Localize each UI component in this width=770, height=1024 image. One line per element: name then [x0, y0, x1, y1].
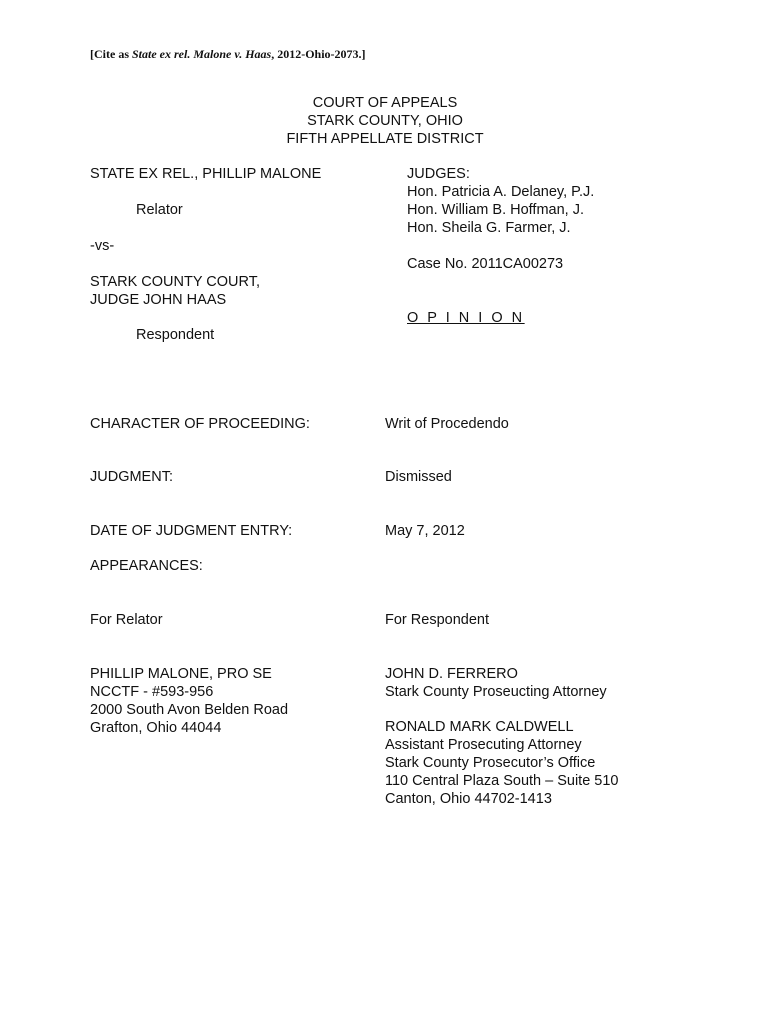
relator-name: STATE EX REL., PHILLIP MALONE	[90, 166, 322, 182]
for-relator-heading: For Relator	[90, 612, 163, 628]
judgment-label: JUDGMENT:	[90, 469, 173, 485]
judgment-value: Dismissed	[385, 469, 452, 485]
judge-item: Hon. William B. Hoffman, J.	[407, 202, 585, 218]
relator-address-line: PHILLIP MALONE, PRO SE	[90, 666, 272, 682]
respondent-counsel-block-1	[385, 665, 607, 701]
respondent-counsel-line: 110 Central Plaza South – Suite 510	[385, 773, 619, 789]
for-respondent-heading: For Respondent	[385, 612, 489, 628]
respondent-role: Respondent	[136, 327, 215, 343]
character-label: CHARACTER OF PROCEEDING:	[90, 416, 310, 432]
date-label: DATE OF JUDGMENT ENTRY:	[90, 523, 293, 539]
respondent-counsel-line: Canton, Ohio 44702-1413	[385, 791, 552, 807]
respondent-counsel-line: RONALD MARK CALDWELL	[385, 719, 574, 735]
court-name: COURT OF APPEALS	[312, 95, 458, 111]
case-number: Case No. 2011CA00273	[407, 256, 564, 272]
citation-rest: , 2012-Ohio-2073.]	[271, 47, 366, 61]
relator-role: Relator	[136, 202, 183, 218]
appearances-heading: APPEARANCES:	[90, 558, 203, 574]
respondent-counsel-line: Stark County Prosecutor’s Office	[385, 755, 596, 771]
judges-heading: JUDGES:	[407, 166, 470, 182]
relator-address-line: Grafton, Ohio 44044	[90, 720, 222, 736]
court-district: FIFTH APPELLATE DISTRICT	[286, 131, 484, 147]
respondent-counsel-line: Stark County Proseucting Attorney	[385, 684, 607, 700]
date-value: May 7, 2012	[385, 523, 465, 539]
citation-line	[90, 47, 366, 61]
relator-address-line: 2000 South Avon Belden Road	[90, 702, 289, 718]
court-county: STARK COUNTY, OHIO	[307, 113, 463, 129]
character-value: Writ of Procedendo	[385, 416, 509, 432]
respondent-counsel-line: Assistant Prosecuting Attorney	[385, 737, 582, 753]
court-header	[0, 94, 770, 148]
relator-address-block	[90, 665, 288, 737]
relator-address-line: NCCTF - #593-956	[90, 684, 214, 700]
respondent-counsel-line: JOHN D. FERRERO	[385, 666, 518, 682]
versus-label: -vs-	[90, 238, 115, 254]
citation-open: [Cite as	[90, 47, 132, 61]
citation-case-name: State ex rel. Malone v. Haas	[132, 47, 272, 61]
respondent-name-line2: JUDGE JOHN HAAS	[90, 292, 227, 308]
judge-item: Hon. Sheila G. Farmer, J.	[407, 220, 571, 236]
respondent-counsel-block-2	[385, 718, 619, 808]
respondent-name-line1: STARK COUNTY COURT,	[90, 274, 260, 290]
opinion-title: O P I N I O N	[407, 310, 525, 326]
judge-item: Hon. Patricia A. Delaney, P.J.	[407, 184, 595, 200]
